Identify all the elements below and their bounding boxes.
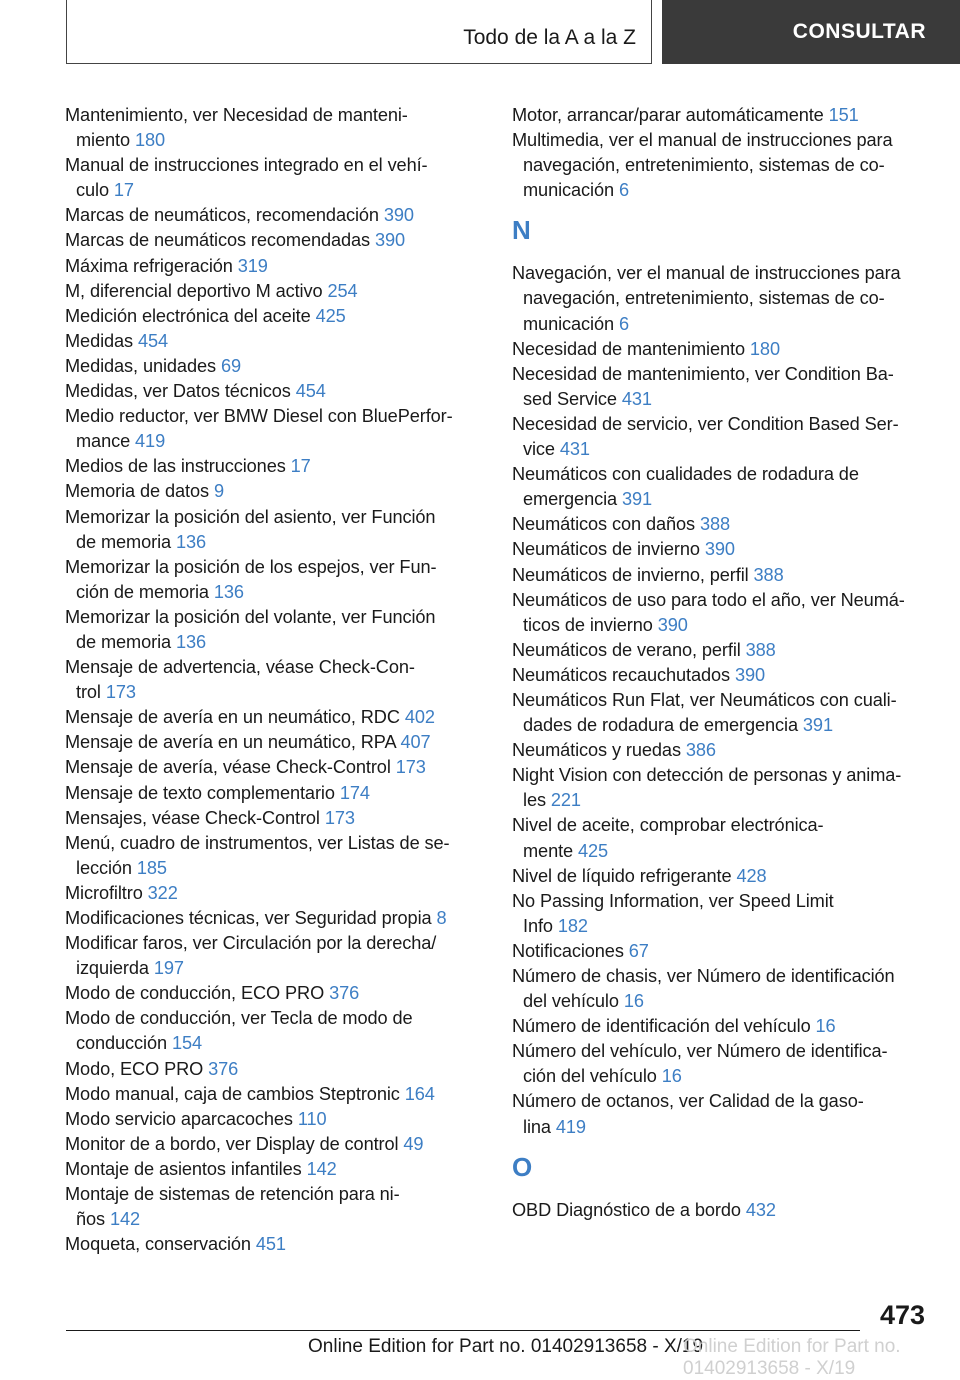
index-entry-continuation: vice <box>523 439 555 460</box>
index-entry-text: Mensaje de avería, véase Check-Control <box>65 757 391 778</box>
index-entry <box>65 404 485 454</box>
index-entry-text: Navegación, ver el manual de instrucciones para <box>512 263 901 284</box>
index-entry-text: Modo manual, caja de cambios Steptronic <box>65 1083 400 1104</box>
index-entry <box>512 1014 932 1039</box>
index-entry-text: Modo, ECO PRO <box>65 1058 204 1079</box>
page-reference-link[interactable]: 386 <box>685 740 716 761</box>
page-reference-link[interactable]: 419 <box>555 1116 586 1137</box>
index-entry-continuation: municación <box>523 313 614 334</box>
index-entry <box>65 931 485 981</box>
page-reference-link[interactable]: 390 <box>383 205 414 226</box>
index-entry <box>512 1039 932 1089</box>
index-entry-text: Marcas de neumáticos recomendadas <box>65 230 371 251</box>
page-reference-link[interactable]: 390 <box>375 230 406 251</box>
index-entry <box>512 688 932 738</box>
index-entry-text: Medidas, ver Datos técnicos <box>65 381 291 402</box>
index-entry-text: Neumáticos recauchutados <box>512 664 730 685</box>
page-reference-link[interactable]: 221 <box>550 790 581 811</box>
index-entry-continuation: culo <box>76 180 109 201</box>
index-entry-text: Memorizar la posición del asiento, ver Función <box>65 506 436 527</box>
index-entry-text: Neumáticos de invierno <box>512 539 700 560</box>
index-entry-continuation: lina <box>523 1116 551 1137</box>
index-entry-text: Máxima refrigeración <box>65 255 233 276</box>
page-reference-link[interactable]: 136 <box>175 631 207 652</box>
page-reference-link[interactable]: 388 <box>699 514 731 535</box>
index-entry <box>65 479 485 504</box>
index-entry-continuation: les <box>523 790 546 811</box>
index-entry-text: Marcas de neumáticos, recomendación <box>65 205 379 226</box>
index-entry <box>65 705 485 730</box>
index-column-right <box>512 103 932 1223</box>
index-entry-text: Moqueta, conservación <box>65 1234 251 1255</box>
index-entry <box>512 1089 932 1139</box>
index-entry-text: Medición electrónica del aceite <box>65 305 311 326</box>
page-reference-link[interactable]: 185 <box>136 857 167 878</box>
header-divider <box>66 63 652 64</box>
section-letter-n: N <box>512 215 531 246</box>
page-reference-link[interactable]: 173 <box>105 682 136 703</box>
index-entry <box>65 1132 485 1157</box>
index-entry <box>512 362 932 412</box>
page-reference-link[interactable]: 154 <box>171 1033 203 1054</box>
page-reference-link[interactable]: 254 <box>327 280 358 301</box>
index-entry-text: Nivel de líquido refrigerante <box>512 865 732 886</box>
index-entry <box>65 906 485 931</box>
index-entry-text: Menú, cuadro de instrumentos, ver Listas de se‐ <box>65 832 450 853</box>
index-entry <box>512 588 932 638</box>
index-entry <box>512 512 932 537</box>
page-reference-link[interactable]: 17 <box>290 456 311 477</box>
index-entry-text: Memorizar la posición de los espejos, ver Fun‐ <box>65 556 437 577</box>
index-entry-text: Número de chasis, ver Número de identificación <box>512 966 895 986</box>
index-entry <box>65 279 485 304</box>
index-entry <box>512 813 932 863</box>
page-reference-link[interactable]: 136 <box>213 581 244 602</box>
page-reference-link[interactable]: 173 <box>324 807 355 828</box>
index-entry-continuation: izquierda <box>76 958 149 979</box>
tab-todo-de-la-a-a-la-z[interactable]: Todo de la A a la Z <box>463 26 636 49</box>
page-reference-link[interactable]: 432 <box>745 1199 776 1220</box>
page-reference-link[interactable]: 407 <box>400 732 431 753</box>
index-entry-continuation: trol <box>76 682 101 703</box>
index-entry-text: Mensaje de avería en un neumático, RDC <box>65 707 400 728</box>
index-entry <box>65 1182 485 1232</box>
page-reference-link[interactable]: 174 <box>339 782 370 803</box>
index-entry-continuation: de memoria <box>76 631 172 652</box>
page-reference-link[interactable]: 142 <box>306 1158 337 1179</box>
index-entry-text: Monitor de a bordo, ver Display de control <box>65 1133 399 1154</box>
index-entry-text: Neumáticos de verano, perfil <box>512 639 741 660</box>
index-entry-text: Neumáticos de uso para todo el año, ver Neumá‐ <box>512 589 905 610</box>
index-entry <box>65 379 485 404</box>
index-group-o <box>512 1198 932 1223</box>
index-entry-continuation: ción del vehículo <box>523 1066 657 1087</box>
index-entry-text: Modo de conducción, ver Tecla de modo de <box>65 1008 413 1029</box>
page-reference-link[interactable]: 390 <box>704 539 735 560</box>
page-reference-link[interactable]: 388 <box>753 564 784 585</box>
index-entry-text: M, diferencial deportivo M activo <box>65 280 323 301</box>
index-entry-text: Necesidad de servicio, ver Condition Based Ser‐ <box>512 413 899 434</box>
index-entry <box>65 730 485 755</box>
index-entry <box>65 1232 485 1257</box>
footer-divider <box>66 1330 860 1331</box>
index-entry <box>512 103 932 128</box>
page-reference-link[interactable]: 454 <box>138 330 169 351</box>
index-entry <box>65 254 485 279</box>
index-entry-text: Manual de instrucciones integrado en el vehí‐ <box>65 155 428 176</box>
index-entry-text: Neumáticos con cualidades de rodadura de <box>512 464 859 485</box>
page-reference-link[interactable]: 151 <box>828 105 859 125</box>
page-reference-link[interactable]: 391 <box>802 715 833 736</box>
index-entry-text: Neumáticos con daños <box>512 514 696 535</box>
page-reference-link[interactable]: 431 <box>621 388 652 409</box>
page-reference-link[interactable]: 69 <box>220 355 241 376</box>
index-entry-text: Neumáticos y ruedas <box>512 740 681 761</box>
page-reference-link[interactable]: 402 <box>404 707 435 728</box>
page-reference-link[interactable]: 419 <box>135 431 166 452</box>
index-entry <box>65 605 485 655</box>
index-entry-text: Mensajes, véase Check-Control <box>65 807 320 828</box>
index-entry-text: Modo servicio aparcacoches <box>65 1108 293 1129</box>
index-entry <box>512 638 932 663</box>
index-entry-text: Multimedia, ver el manual de instrucciones para <box>512 130 893 151</box>
index-entry-continuation: sed Service <box>523 388 617 409</box>
index-entry <box>512 964 932 1014</box>
index-entry <box>512 563 932 588</box>
index-entry-continuation: dades de rodadura de emergencia <box>523 715 798 736</box>
index-entry-text: Nivel de aceite, comprobar electrónica‐ <box>512 815 824 836</box>
index-entry <box>512 939 932 964</box>
index-entry-text: Mantenimiento, ver Necesidad de manteni‐ <box>65 105 408 125</box>
index-entry <box>65 555 485 605</box>
page-reference-link[interactable]: 17 <box>113 180 134 201</box>
index-entry-text: Número del vehículo, ver Número de identifica‐ <box>512 1041 888 1062</box>
index-entry-continuation: lección <box>76 857 132 878</box>
page-reference-link[interactable]: 16 <box>623 991 644 1012</box>
index-entry <box>512 337 932 362</box>
index-entry <box>65 153 485 203</box>
page-reference-link[interactable]: 428 <box>736 865 767 886</box>
index-entry-text: Necesidad de mantenimiento, ver Condition Ba‐ <box>512 363 894 384</box>
page-reference-link[interactable]: 376 <box>329 983 360 1004</box>
page-reference-link[interactable]: 16 <box>815 1016 836 1037</box>
index-entry-continuation: miento <box>76 130 130 151</box>
index-entry-text: No Passing Information, ver Speed Limit <box>512 890 834 911</box>
index-entry-continuation: de memoria <box>76 531 172 552</box>
index-entry-text: Medio reductor, ver BMW Diesel con BluePerfor‐ <box>65 406 453 427</box>
page-number: 473 <box>879 1300 925 1330</box>
page-reference-link[interactable]: 142 <box>109 1209 141 1230</box>
page-reference-link[interactable]: 425 <box>578 840 609 861</box>
page-reference-link[interactable]: 180 <box>134 130 165 151</box>
index-entry <box>512 412 932 462</box>
index-entry <box>65 1082 485 1107</box>
page-reference-link[interactable]: 319 <box>237 255 268 276</box>
page-reference-link[interactable]: 173 <box>395 757 426 778</box>
index-entry <box>65 1157 485 1182</box>
index-column-left <box>65 103 485 1257</box>
page-reference-link[interactable]: 6 <box>618 180 629 201</box>
index-entry-text: Necesidad de mantenimiento <box>512 338 745 359</box>
index-entry <box>65 1006 485 1056</box>
page-reference-link[interactable]: 6 <box>618 313 629 334</box>
page-reference-link[interactable]: 8 <box>436 908 447 928</box>
index-entry <box>65 505 485 555</box>
index-entry-text: Microfiltro <box>65 882 143 903</box>
index-entry-continuation: conducción <box>76 1033 168 1054</box>
page-reference-link[interactable]: 110 <box>297 1108 327 1129</box>
page-reference-link[interactable]: 376 <box>208 1058 239 1079</box>
index-entry <box>65 1057 485 1082</box>
page-reference-link[interactable]: 425 <box>315 305 346 326</box>
index-entry-continuation: navegación, entretenimiento, sistemas de co‐ <box>523 155 885 176</box>
index-entry-continuation: mance <box>76 431 131 452</box>
index-entry <box>512 663 932 688</box>
page-reference-link[interactable]: 164 <box>404 1083 435 1104</box>
page-header <box>0 0 960 64</box>
page-reference-link[interactable]: 67 <box>628 940 649 961</box>
index-entry <box>65 103 485 153</box>
section-letter-o: O <box>512 1151 533 1182</box>
index-entry-text: Mensaje de advertencia, véase Check-Con‐ <box>65 657 415 678</box>
index-entry-text: Neumáticos de invierno, perfil <box>512 564 749 585</box>
page-reference-link[interactable]: 454 <box>295 381 326 402</box>
index-entry-text: Modificar faros, ver Circulación por la derecha/ <box>65 933 437 954</box>
index-entry-text: Número de identificación del vehículo <box>512 1016 811 1037</box>
page-reference-link[interactable]: 197 <box>153 958 184 979</box>
index-entry <box>65 655 485 705</box>
index-entry <box>512 738 932 763</box>
header-divider <box>651 0 652 64</box>
page-reference-link[interactable]: 180 <box>749 338 780 359</box>
index-entry-text: Memorizar la posición del volante, ver Función <box>65 606 436 627</box>
index-entry <box>65 228 485 253</box>
index-entry <box>512 537 932 562</box>
page-reference-link[interactable]: 388 <box>745 639 776 660</box>
page-reference-link[interactable]: 431 <box>559 439 590 460</box>
index-entry <box>512 889 932 939</box>
index-entry <box>65 454 485 479</box>
index-entry <box>65 304 485 329</box>
index-entry-continuation: ños <box>76 1209 106 1230</box>
index-entry-text: Mensaje de avería en un neumático, RPA <box>65 732 396 753</box>
page-reference-link[interactable]: 49 <box>403 1133 424 1154</box>
page-reference-link[interactable]: 136 <box>175 531 207 552</box>
index-entry <box>65 755 485 780</box>
index-group-n <box>512 261 932 1139</box>
index-entry-text: Modificaciones técnicas, ver Seguridad propia <box>65 908 432 928</box>
tab-consultar-label: CONSULTAR <box>792 20 926 43</box>
tab-consultar[interactable] <box>662 0 960 64</box>
index-group-m <box>512 103 932 203</box>
page-reference-link[interactable]: 451 <box>255 1234 286 1255</box>
index-entry-continuation: del vehículo <box>523 991 619 1012</box>
index-entry-text: Montaje de sistemas de retención para ni‐ <box>65 1184 400 1205</box>
page-reference-link[interactable]: 322 <box>147 882 178 903</box>
header-divider <box>66 0 67 64</box>
index-entry-text: Modo de conducción, ECO PRO <box>65 983 325 1004</box>
index-entry-text: Neumáticos Run Flat, ver Neumáticos con cuali‐ <box>512 689 897 710</box>
index-entry-text: Montaje de asientos infantiles <box>65 1158 302 1179</box>
index-entry-text: Mensaje de texto complementario <box>65 782 335 803</box>
index-entry <box>65 354 485 379</box>
index-entry <box>512 763 932 813</box>
index-entry-text: Notificaciones <box>512 940 624 961</box>
index-entry-continuation: navegación, entretenimiento, sistemas de co‐ <box>523 288 885 309</box>
footer-watermark: Online Edition for Part no. 01402913658 - X/19 <box>683 1336 901 1379</box>
index-entry-continuation: emergencia <box>523 489 618 510</box>
index-entry-text: Night Vision con detección de personas y anima‐ <box>512 765 902 786</box>
index-entry-continuation: ción de memoria <box>76 581 209 602</box>
index-entry <box>65 981 485 1006</box>
index-entry-text: Motor, arrancar/parar automáticamente <box>512 105 824 125</box>
index-entry <box>65 881 485 906</box>
index-entry-continuation: mente <box>523 840 574 861</box>
index-entry <box>512 462 932 512</box>
index-entry-text: Memoria de datos <box>65 481 209 502</box>
page-reference-link[interactable]: 182 <box>557 915 588 936</box>
index-entry-text: Número de octanos, ver Calidad de la gaso‐ <box>512 1091 864 1112</box>
index-entry-text: Medidas, unidades <box>65 355 216 376</box>
index-entry-text: Medios de las instrucciones <box>65 456 286 477</box>
index-entry <box>65 806 485 831</box>
index-entry <box>512 1198 932 1223</box>
index-entry <box>65 203 485 228</box>
index-entry <box>512 261 932 336</box>
footer-edition-text: Online Edition for Part no. 01402913658 - X/19 <box>308 1336 704 1357</box>
index-entry <box>512 864 932 889</box>
index-entry-text: OBD Diagnóstico de a bordo <box>512 1199 741 1220</box>
page-reference-link[interactable]: 9 <box>213 481 224 502</box>
index-entry <box>512 128 932 203</box>
index-entry-continuation: ticos de invierno <box>523 614 653 635</box>
index-entry <box>65 831 485 881</box>
index-entry <box>65 781 485 806</box>
page-reference-link[interactable]: 390 <box>657 614 688 635</box>
page-reference-link[interactable]: 391 <box>622 489 653 510</box>
index-entry-continuation: municación <box>523 180 614 201</box>
page-reference-link[interactable]: 390 <box>734 664 765 685</box>
page-reference-link[interactable]: 16 <box>661 1066 682 1087</box>
index-entry-text: Medidas <box>65 330 134 351</box>
index-entry-continuation: Info <box>523 915 553 936</box>
index-entry <box>65 1107 485 1132</box>
index-entry <box>65 329 485 354</box>
